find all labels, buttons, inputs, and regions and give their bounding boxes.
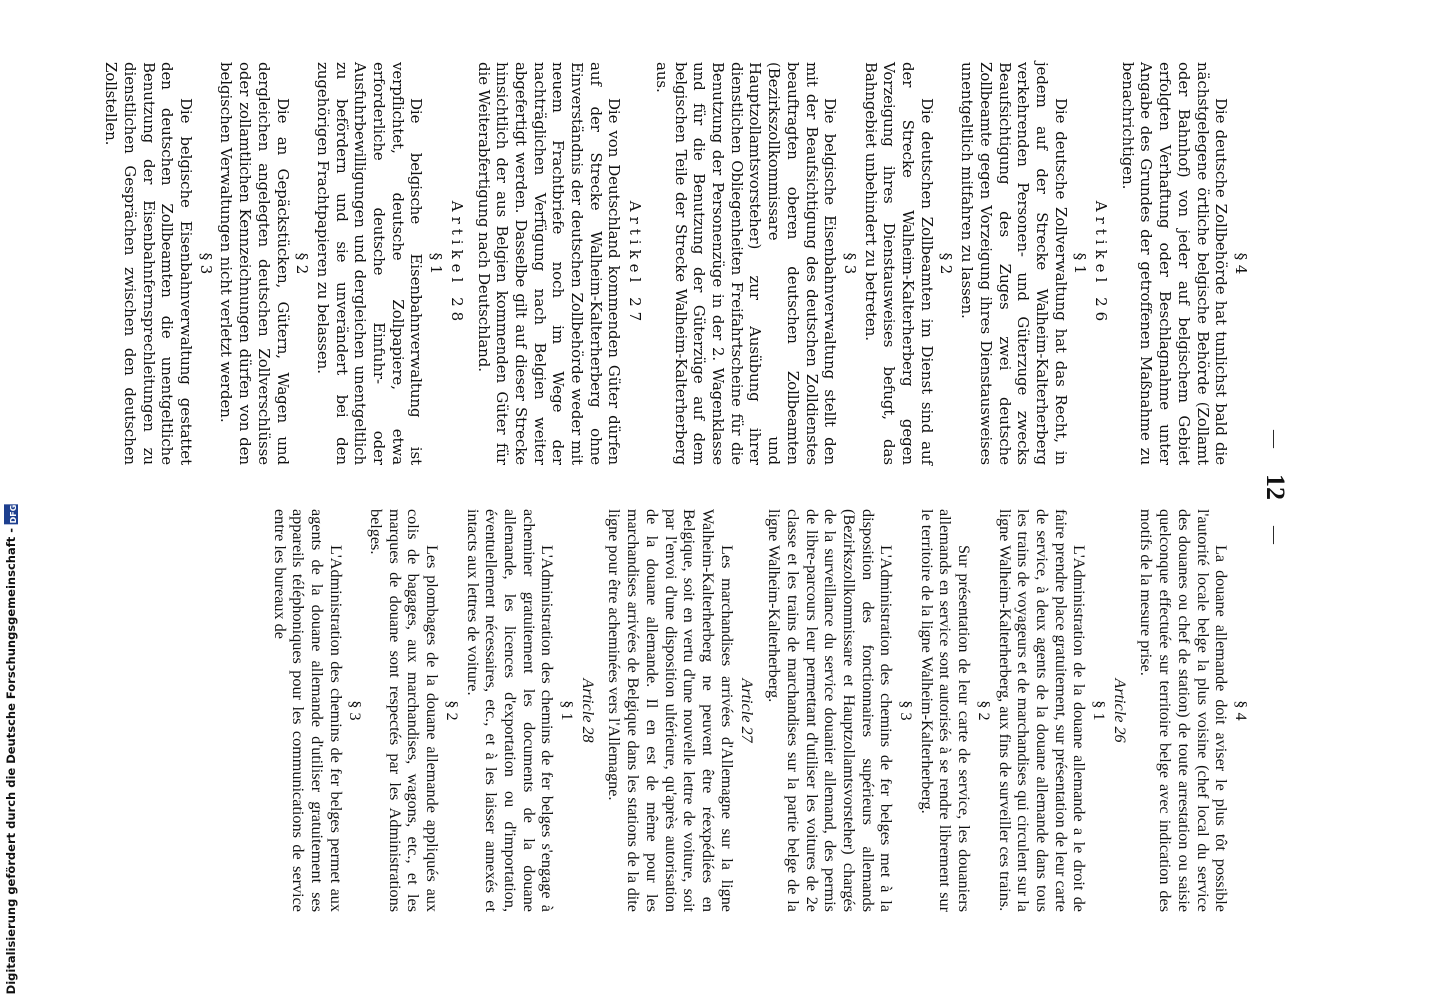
section-heading: § 2	[974, 700, 993, 721]
paragraph: Les plombages de la douane allemande appliqués aux colis de bagages, aux marchandises, wagons, etc., et les marques de douane sont respectés par les Administrations belges.	[367, 509, 442, 912]
paragraph: L'Administration de la douane allemande a le droit de faire prendre place gratuitement, sur présentation de leur carte de service, à deux agents de la douane allemande dans tous les trains de voyageurs et de marchandises qui circulent sur la ligne Walheim-Kalterherberg, aux fins de surveiller ces trains.	[995, 509, 1089, 912]
section-heading: § 1	[558, 700, 577, 721]
paragraph: Sur présentation de leur carte de service, les douaniers allemands en service sont autorisés à se rendre librement sur le territoire de la ligne Walheim-Kalterherberg.	[917, 509, 974, 912]
paragraph: Die belgische Eisenbahnverwaltung gestattet den deutschen Zollbeamten die unentgeltliche Benutzung der Eisenbahnfernsprechleitungen zu dienstlichen Gesprächen zwischen den deutschen Zollstellen.	[102, 62, 196, 465]
page-number: 12	[1261, 474, 1290, 500]
section-heading: § 2	[442, 700, 461, 721]
section-heading: § 3	[196, 252, 215, 275]
section-heading: § 4	[1232, 252, 1250, 275]
paragraph: Die deutsche Zollbehörde hat tunlichst bald die nächstgelegene örtliche belgische Behörde (Zollamt oder Bahnhof) von jeder auf belgischem Gebiet erfolgten Verhaftung oder Beschlagnahme unter Angabe des Grundes der getroffenen Maßnahme zu benachrichtigen.	[1118, 62, 1231, 465]
section-heading: § 3	[897, 700, 916, 721]
section-heading: § 1	[1090, 700, 1109, 721]
article-heading: Article 27	[738, 678, 757, 743]
article-heading: Article 26	[1110, 678, 1129, 743]
article-heading: Article 28	[578, 678, 597, 743]
paragraph: Die belgische Eisenbahnverwaltung stellt den mit der Beaufsichtigung des deutschen Zolldienstes beauftragten oberen deutschen Zollbeamten (Bezirkszollkommissare und Hauptzollamtsvorsteher) zur Ausübung ihrer dienstlichen Obliegenheiten Freifahrtscheine für die Benutzung der Personenzüge in der 2. Wagenklasse und für die Benutzung der Güterzüge auf dem belgischen Teile der Strecke Walheim-Kalterherberg aus.	[652, 62, 840, 465]
section-heading: § 1	[1071, 252, 1090, 275]
header-dash-left: —	[1265, 430, 1286, 448]
section-heading: § 3	[840, 252, 859, 275]
paragraph: L'Administration des chemins de fer belges met à la disposition des fonctionnaires supérieurs allemands (Bezirkszollkommissare et Hauptzollamtsvorsteher) chargés de la surveillance du service douanier allemand, des permis de libre-parcours leur permettant d'utiliser les voitures de 2e classe et les trains de marchandises sur la partie belge de la ligne Walheim-Kalterherberg.	[765, 509, 896, 912]
article-heading: Artikel 26	[1092, 200, 1111, 327]
german-column	[102, 62, 1252, 465]
paragraph: L'Administration des chemins de fer belges s'engage à acheminer gratuitement les documents de la douane allemande, les licences d'exportation ou d'importation, éventuellement nécessaires, etc., et à les laisser annexés et intacts aux lettres de voiture.	[463, 509, 557, 912]
credit-text: Digitalisierung gefördert durch die Deutsche Forschungsgemeinschaft -	[4, 527, 18, 994]
paragraph: L'Administration des chemins de fer belges permet aux agents de la douane allemande d'utiliser gratuitement ses appareils téléphoniques pour les communications de service entre les bureaux de	[270, 509, 345, 912]
section-heading: § 2	[293, 252, 312, 275]
french-column	[102, 509, 1252, 912]
text-columns	[102, 62, 1252, 912]
paragraph: Die deutschen Zollbeamten im Dienst sind auf der Strecke Walheim-Kalterherberg gegen Vorzeigung ihres Dienstausweises befugt, das Bahngebiet unbehindert zu betreten.	[861, 62, 936, 465]
article-heading: Artikel 27	[626, 200, 645, 327]
article-heading: Artikel 28	[447, 200, 466, 327]
section-heading: § 2	[937, 252, 956, 275]
paragraph: Die deutsche Zollverwaltung hat das Recht, in jedem auf der Strecke Walheim-Kalterherberg verkehrenden Personen- und Güterzuge zwecks Beaufsichtigung des Zuges zwei deutsche Zollbeamte gegen Vorzeigung ihres Dienstausweises unentgeltlich mitfahren zu lassen.	[958, 62, 1070, 465]
paragraph: Die belgische Eisenbahnverwaltung ist verpflichtet, deutsche Zollpapiere, etwa erforderliche deutsche Einfuhr- oder Ausfuhrbewilligungen und dergleichen unentgeltlich zu befördern und sie unverändert bei den zugehörigen Frachtpapieren zu belassen.	[313, 62, 426, 465]
header-dash-right: —	[1265, 526, 1286, 544]
paragraph: Die von Deutschland kommenden Güter dürfen auf der Strecke Walheim-Kalterherberg ohne Einverständnis der deutschen Zollbehörde weder mit neuem Frachtbriefe noch im Wege der nachträglichen Verfügung nach Belgien weiter abgefertigt werden. Dasselbe gilt auf dieser Strecke hinsichtlich der aus Belgien kommenden Güter für die Weiterabfertigung nach Deutschland.	[474, 62, 624, 465]
paragraph: Die an Gepäckstücken, Gütern, Wagen und dergleichen angelegten deutschen Zollverschlüsse oder zollamtlichen Kennzeichnungen dürfen von den belgischen Verwaltungen nicht verletzt werden.	[217, 62, 292, 465]
paragraph: Les marchandises arrivées d'Allemagne sur la ligne Walheim-Kalterherberg ne peuvent être réexpédiées en Belgique, soit en vertu d'une nouvelle lettre de voiture, soit par l'envoi d'une disposition ultérieure, qu'après autorisation de la douane allemande. Il en est de même pour les marchandises arrivées de Belgique dans les stations de la dite ligne pour être acheminées vers l'Allemagne.	[605, 509, 736, 912]
paragraph: La douane allemande doit aviser le plus tôt possible l'autorité locale belge la plus voisine (chef local du service des douanes ou chef de station) de toute arrestation ou saisie quelconque effectuée sur territoire belge avec indication des motifs de la mesure prise.	[1137, 509, 1231, 912]
section-heading: § 4	[1232, 700, 1250, 721]
section-heading: § 3	[346, 700, 365, 721]
dfg-logo-icon: DFG	[4, 504, 18, 524]
digitization-credit	[2, 504, 20, 994]
page-header	[1260, 62, 1290, 912]
section-heading: § 1	[427, 252, 446, 275]
